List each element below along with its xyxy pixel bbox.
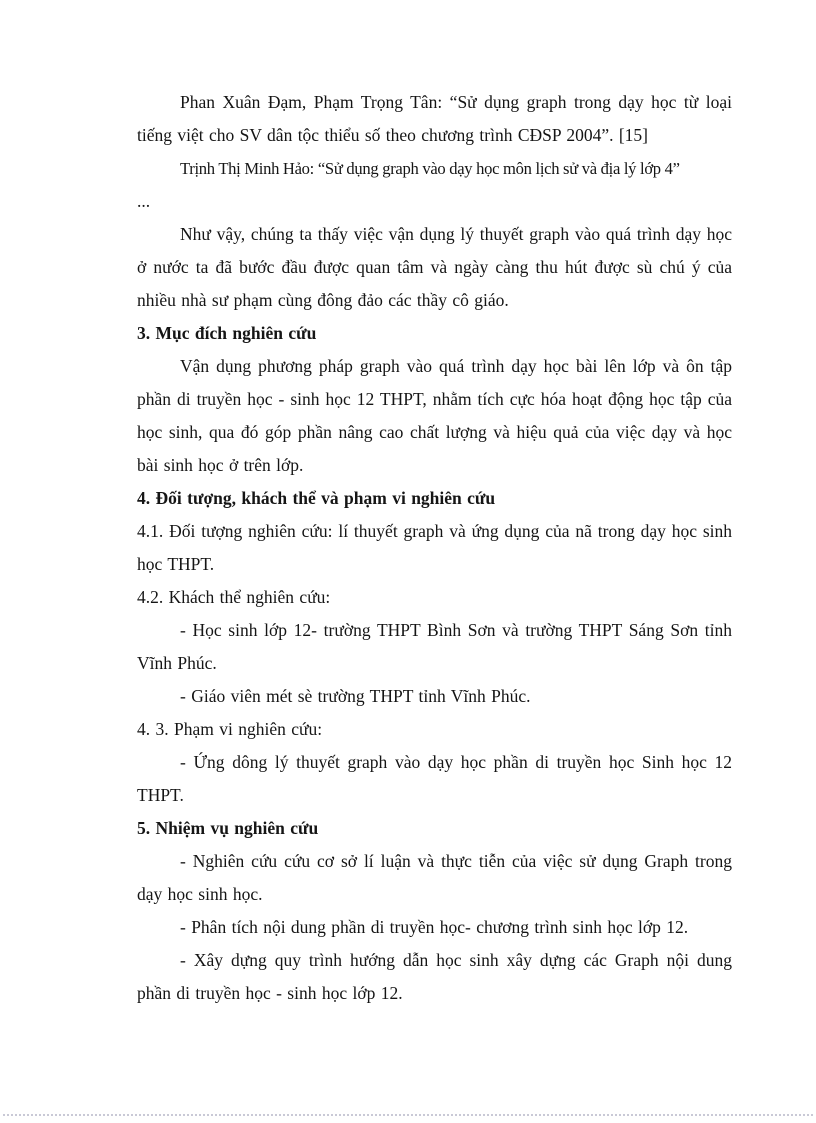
paragraph: Vận dụng phương pháp graph vào quá trình dạy học bài lên lớp và ôn tập phần di truyền học - sinh học 12 THPT, nhằm tích cực hóa hoạt động học tập của học sinh, qua đó góp phần nâng cao chất lượng và hiệu quả của việc dạy và học bài sinh học ở trên lớp. [137,356,732,475]
paragraph: 4.1. Đối tượng nghiên cứu: lí thuyết graph và ứng dụng của nã trong dạy học sinh học THPT. [137,521,732,574]
paragraph: Như vậy, chúng ta thấy việc vận dụng lý thuyết graph vào quá trình dạy học ở nước ta đã bước đầu được quan tâm và ngày càng thu hút được sù chú ý của nhiều nhà sư phạm cùng đông đảo các thầy cô giáo. [137,224,732,310]
paragraph: - Nghiên cứu cứu cơ sở lí luận và thực tiễn của việc sử dụng Graph trong dạy học sinh học. [137,851,732,904]
paragraph: - Phân tích nội dung phần di truyền học- chương trình sinh học lớp 12. [180,917,689,937]
paragraph: 4.2. Khách thể nghiên cứu: [137,587,331,607]
section-heading: 4. Đối tượng, khách thể và phạm vi nghiên cứu [137,488,496,508]
document-body [137,86,732,1010]
paragraph: ... [137,191,151,211]
paragraph: - Xây dựng quy trình hướng dẫn học sinh xây dựng các Graph nội dung phần di truyền học - sinh học lớp 12. [137,950,732,1003]
paragraph: - Ứng dông lý thuyết graph vào dạy học phần di truyền học Sinh học 12 THPT. [137,752,732,805]
paragraph: - Giáo viên mét sè trường THPT tỉnh Vĩnh Phúc. [180,686,531,706]
paragraph: - Học sinh lớp 12- trường THPT Bình Sơn và trường THPT Sáng Sơn tỉnh Vĩnh Phúc. [137,620,732,673]
paragraph: Trịnh Thị Minh Hảo: “Sử dụng graph vào dạy học môn lịch sử và địa lý lớp 4” [180,159,680,178]
paragraph: 4. 3. Phạm vi nghiên cứu: [137,719,323,739]
section-heading: 3. Mục đích nghiên cứu [137,323,317,343]
paragraph: Phan Xuân Đạm, Phạm Trọng Tân: “Sử dụng graph trong dạy học từ loại tiếng việt cho SV dân tộc thiểu số theo chương trình CĐSP 2004”. [15] [137,92,732,145]
page-bottom-dotted-line [3,1114,813,1116]
section-heading: 5. Nhiệm vụ nghiên cứu [137,818,319,838]
